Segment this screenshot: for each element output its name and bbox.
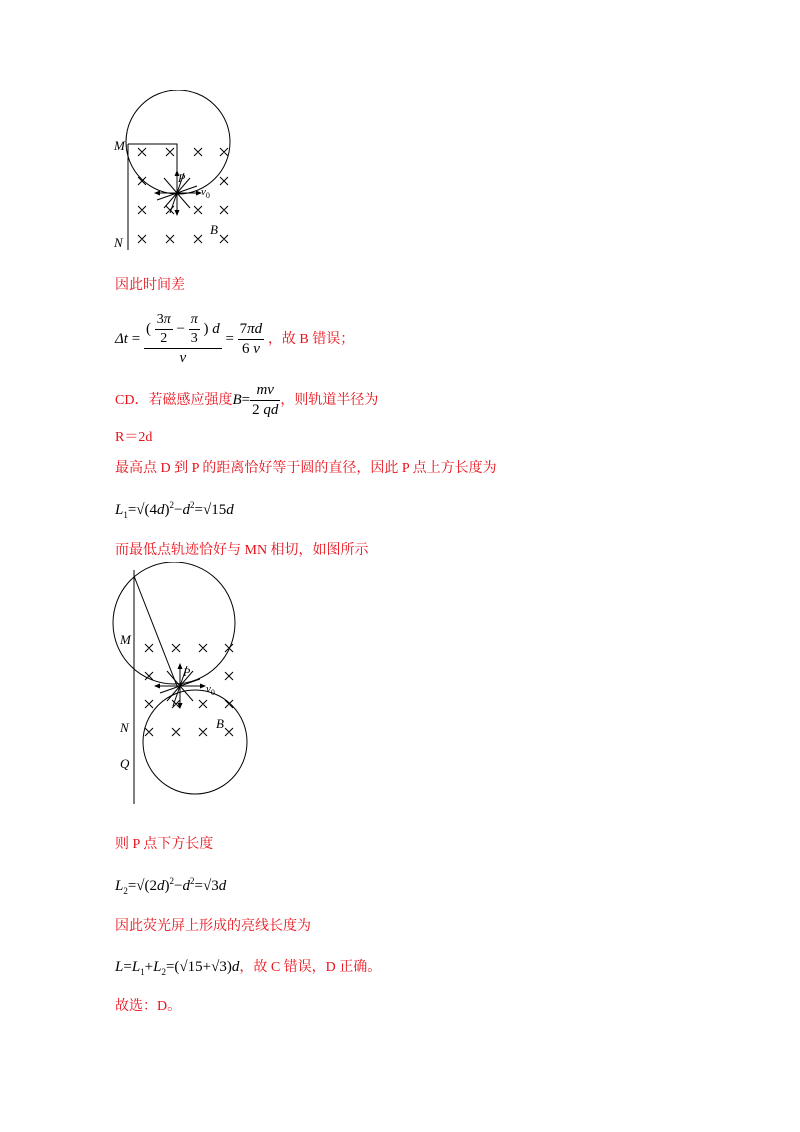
cd-prefix: CD．若磁感应强度 <box>115 392 233 408</box>
equation-l1: $L_1=√(4d)^2-d^2=√15d$ <box>115 500 234 520</box>
fig2-lower-circle <box>143 690 247 794</box>
answer-text: 故选：D。 <box>115 999 182 1014</box>
figure-2 <box>110 562 255 807</box>
equation-delta-t: Δt = ( $\frac{3\pi}{2}$ − $\frac{\pi}{3}$ ) d v = $\frac{7\pi d}{6 v}$ ，故 B 错误； <box>115 312 355 366</box>
time-diff-text: 因此时间差 <box>115 278 185 293</box>
fig2-label-m: M <box>120 632 131 647</box>
fig2-label-n: N <box>120 720 129 735</box>
figure-1 <box>110 90 245 255</box>
fig2-chord-line <box>134 576 177 686</box>
fig1-label-b: B <box>210 222 218 237</box>
screen-length-text: 因此荧光屏上形成的亮线长度为 <box>115 919 311 934</box>
equation-delta-t-tail: ，故 B 错误； <box>267 331 355 347</box>
highest-point-text: 最高点 D 到 P 的距离恰好等于圆的直径，因此 P 点上方长度为 <box>115 461 497 476</box>
fig1-label-p: P <box>178 171 186 185</box>
fig2-upper-circle <box>113 562 235 684</box>
equation-l-total: $L=L_1+L_2=(√15+√3)d$，故 C 错误，D 正确。 <box>115 959 382 977</box>
fig2-label-p: P <box>183 665 191 679</box>
equation-l-total-tail: ，故 C 错误，D 正确。 <box>239 960 382 975</box>
fig1-boundary <box>128 144 177 186</box>
fig2-label-q: Q <box>120 756 130 771</box>
fig2-label-v0: $v_0$ <box>206 683 215 697</box>
fig1-label-m: M <box>114 138 125 153</box>
fig2-label-b: B <box>216 716 224 731</box>
cd-suffix: ，则轨道半径为 <box>280 392 379 408</box>
radius-text: R＝2d <box>115 430 153 445</box>
fig1-label-v0: $v_0$ <box>201 186 210 200</box>
equation-l2: $L_2=√(2d)^2-d^2=√3d$ <box>115 876 227 896</box>
cd-line: CD．若磁感应强度B= $\frac{mv}{2 qd}$ ，则轨道半径为 <box>115 382 379 418</box>
below-text: 则 P 点下方长度 <box>115 837 214 852</box>
fig1-label-n: N <box>114 235 123 250</box>
lowest-point-text: 而最低点轨迹恰好与 MN 相切，如图所示 <box>115 543 369 558</box>
